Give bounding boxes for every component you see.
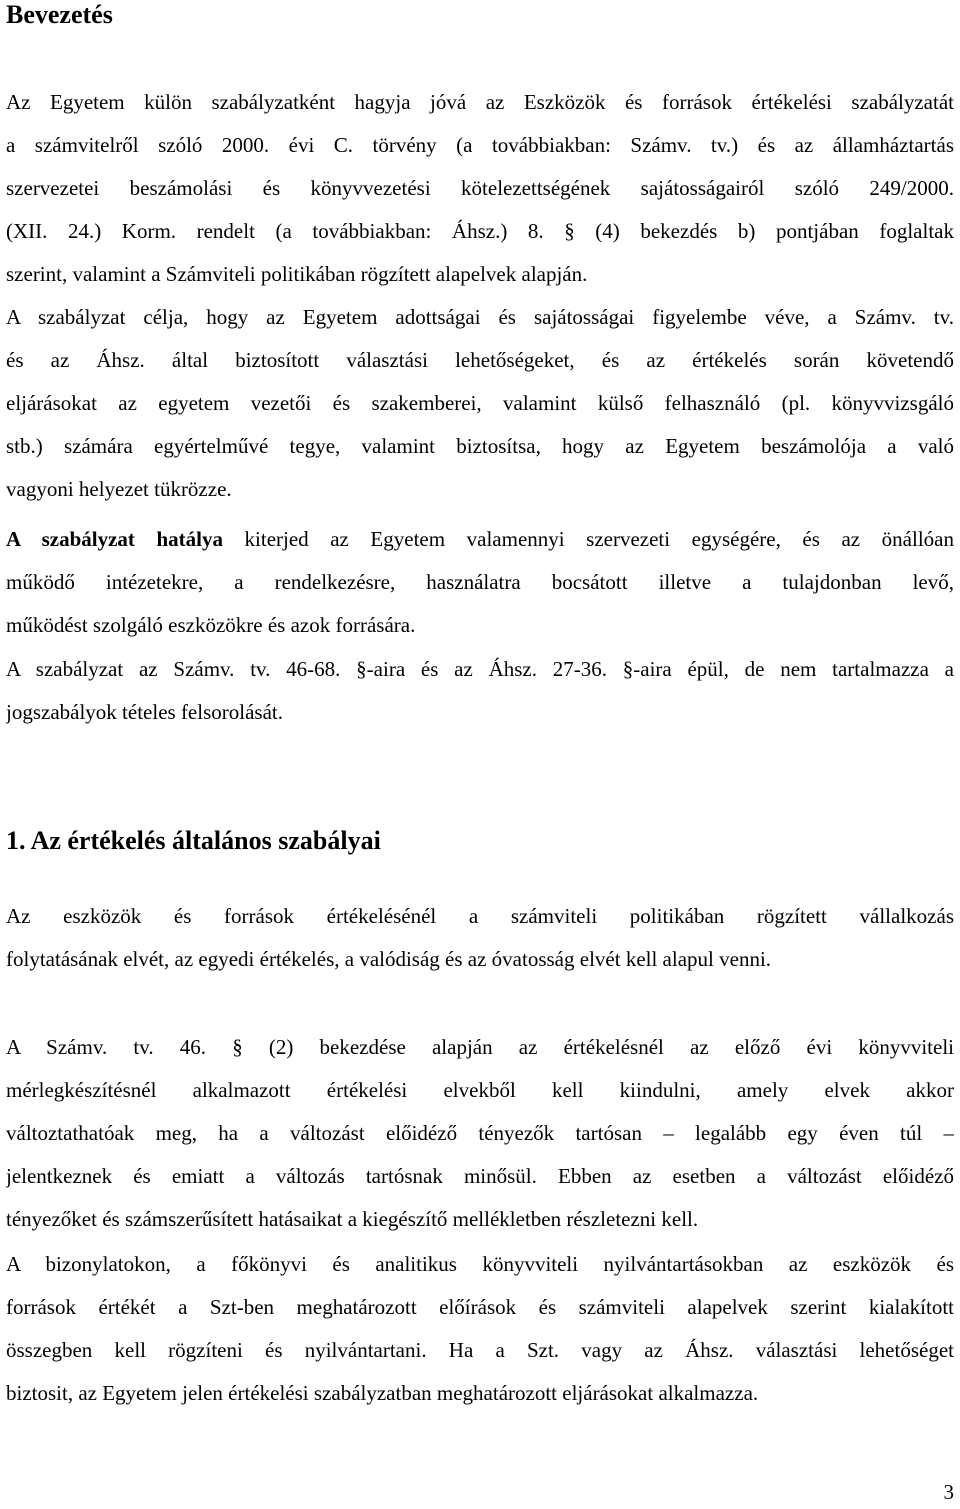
text-line: jogszabályok tételes felsorolását. bbox=[6, 700, 283, 724]
text-line: biztosit, az Egyetem jelen értékelési szabályzatban meghatározott eljárásokat alkalmazza. bbox=[6, 1381, 759, 1405]
section-1-heading: 1. Az értékelés általános szabályai bbox=[6, 826, 381, 855]
text-line: Az Egyetem külön szabályzatként hagyja jóvá az Eszközök és források értékelési szabályzatát bbox=[6, 90, 954, 114]
text-line: eljárásokat az egyetem vezetői és szakemberei, valamint külső felhasználó (pl. könyvvizsgáló bbox=[6, 391, 954, 415]
intro-heading: Bevezetés bbox=[6, 0, 113, 29]
scope-text: kiterjed az Egyetem valamennyi szervezeti egységére, és az önállóan bbox=[222, 527, 954, 551]
text-line: változtathatóak meg, ha a változást előidéző tényezők tartósan – legalább egy éven túl – bbox=[6, 1121, 954, 1145]
text-line: A Számv. tv. 46. § (2) bekezdése alapján az értékelésnél az előző évi könyvviteli bbox=[6, 1035, 954, 1059]
text-line: stb.) számára egyértelművé tegye, valamint biztosítsa, hogy az Egyetem beszámolója a való bbox=[6, 434, 954, 458]
text-line: összegben kell rögzíteni és nyilvántartani. Ha a Szt. vagy az Áhsz. választási lehetőséget bbox=[6, 1338, 954, 1362]
text-line: A szabályzat célja, hogy az Egyetem adottságai és sajátosságai figyelembe véve, a Számv. tv. bbox=[6, 305, 954, 329]
text-line: vagyoni helyezet tükrözze. bbox=[6, 477, 232, 501]
text-line: tényezőket és számszerűsített hatásaikat a kiegészítő mellékletben részletezni kell. bbox=[6, 1207, 699, 1231]
text-line: folytatásának elvét, az egyedi értékelés, a valódiság és az óvatosság elvét kell alapul venni. bbox=[6, 947, 772, 971]
scope-paragraph bbox=[6, 518, 954, 647]
intro-paragraph-2 bbox=[6, 296, 954, 511]
page-number: 3 bbox=[943, 1480, 954, 1504]
text-line: a számvitelről szóló 2000. évi C. törvény (a továbbiakban: Számv. tv.) és az államháztartás bbox=[6, 133, 954, 157]
section-1-paragraph-3 bbox=[6, 1243, 954, 1415]
text-line: (XII. 24.) Korm. rendelt (a továbbiakban: Áhsz.) 8. § (4) bekezdés b) pontjában foglaltak bbox=[6, 219, 954, 243]
intro-paragraph-1 bbox=[6, 81, 954, 296]
text-line: szerint, valamint a Számviteli politikában rögzített alapelvek alapján. bbox=[6, 262, 588, 286]
text-line: szervezetei beszámolási és könyvvezetési kötelezettségének sajátosságairól szóló 249/2000. bbox=[6, 176, 954, 200]
intro-paragraph-4 bbox=[6, 648, 954, 734]
text-line: Az eszközök és források értékelésénél a számviteli politikában rögzített vállalkozás bbox=[6, 904, 954, 928]
text-line: jelentkeznek és emiatt a változás tartósnak minősül. Ebben az esetben a változást előidéző bbox=[6, 1164, 954, 1188]
scope-bold-label: A szabályzat hatálya bbox=[6, 527, 223, 551]
section-1-paragraph-1 bbox=[6, 895, 954, 981]
text-line bbox=[6, 518, 954, 561]
text-line: A bizonylatokon, a főkönyvi és analitikus könyvviteli nyilvántartásokban az eszközök és bbox=[6, 1252, 954, 1276]
text-line: mérlegkészítésnél alkalmazott értékelési elvekből kell kiindulni, amely elvek akkor bbox=[6, 1078, 954, 1102]
text-line: működő intézetekre, a rendelkezésre, használatra bocsátott illetve a tulajdonban levő, bbox=[6, 570, 954, 594]
text-line: és az Áhsz. által biztosított választási lehetőségeket, és az értékelés során követendő bbox=[6, 348, 954, 372]
text-line: működést szolgáló eszközökre és azok forrására. bbox=[6, 613, 416, 637]
section-1-paragraph-2 bbox=[6, 1026, 954, 1241]
text-line: források értékét a Szt-ben meghatározott előírások és számviteli alapelvek szerint kialakított bbox=[6, 1295, 954, 1319]
text-line: A szabályzat az Számv. tv. 46-68. §-aira és az Áhsz. 27-36. §-aira épül, de nem tartalmazza a bbox=[6, 657, 954, 681]
